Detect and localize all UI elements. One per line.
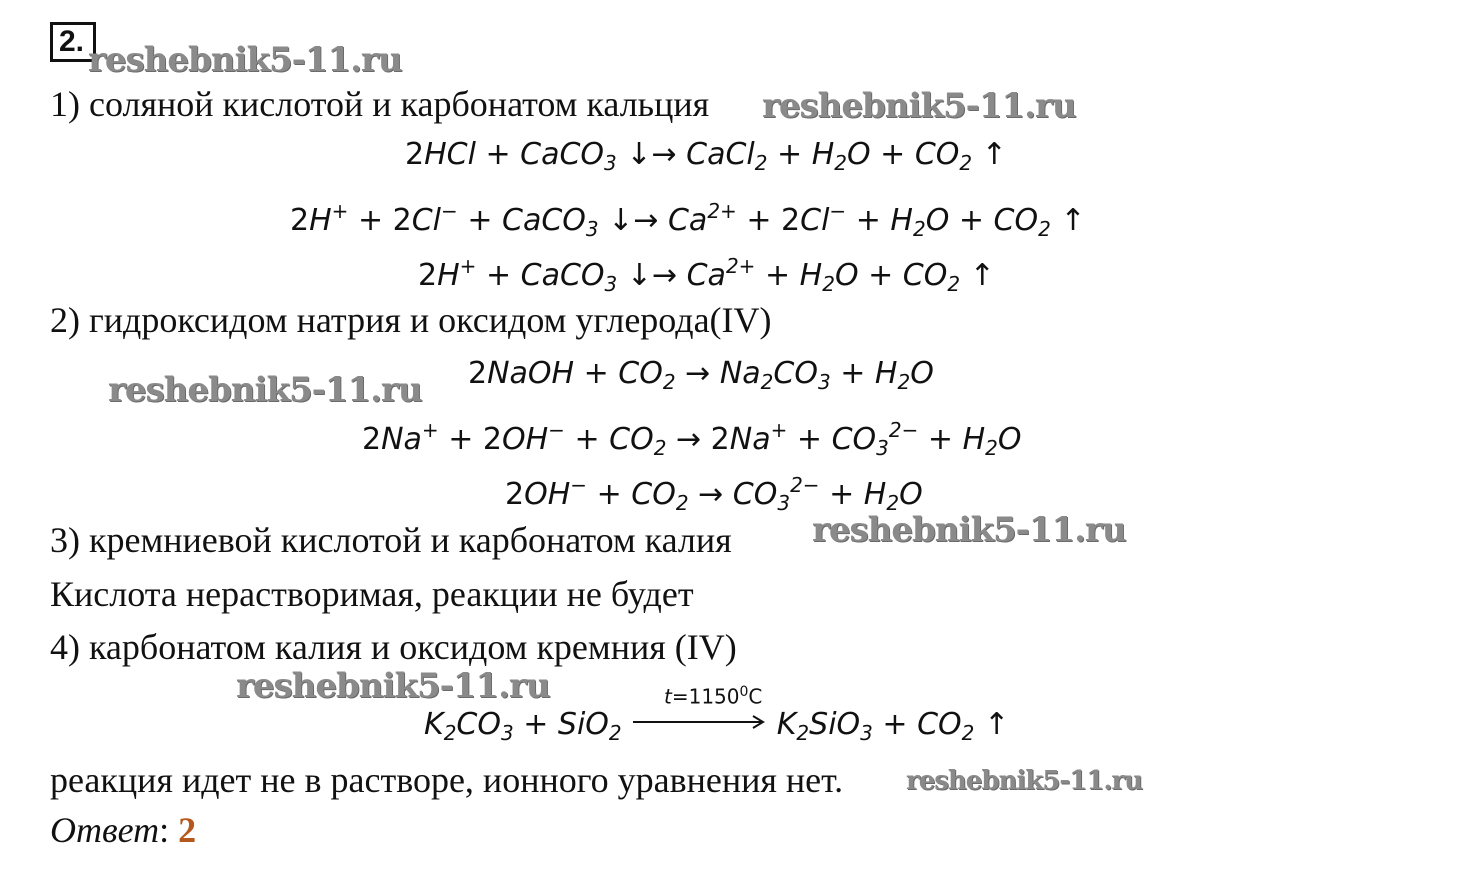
equation-2-short-ionic: $2OH^- + CO_2 \to CO_3^{2-} + H_2O$ (505, 473, 923, 515)
task-number: 2. (50, 22, 96, 62)
item-3-text: 3) кремниевой кислотой и карбонатом калия (50, 520, 732, 560)
item-2-text: 2) гидроксидом натрия и оксидом углерода(IV) (50, 300, 772, 340)
equation-4-molecular: $K_2CO_3 + SiO_2$ $K_2SiO_3 + CO_2$ ↑ (424, 707, 1010, 745)
watermark: reshebnik5-11.ru (906, 766, 1143, 796)
watermark: reshebnik5-11.ru (812, 510, 1126, 550)
equation-1-full-ionic: 2H+ + 2Cl− + CaCO$_3$ ↓→ $Ca^{2+} + 2Cl^- + H_2O + CO_2$ ↑ (290, 199, 1086, 241)
watermark: reshebnik5-11.ru (762, 86, 1076, 126)
reaction-condition: $t=1150^0C$ (664, 684, 763, 709)
item-3-note: Кислота нерастворимая, реакции не будет (50, 574, 694, 614)
equation-1-molecular: 2HCl + CaCO$_3$ ↓→ CaCl$_2$ + $H_2O + CO_2$ ↑ (405, 137, 1007, 175)
item-1-text: 1) соляной кислотой и карбонатом кальция (50, 84, 710, 124)
answer-value: 2 (178, 810, 197, 850)
item-4-note: реакция идет не в растворе, ионного уравнения нет. (50, 760, 844, 800)
watermark: reshebnik5-11.ru (236, 666, 550, 706)
item-4-text: 4) карбонатом калия и оксидом кремния (IV) (50, 627, 737, 667)
equation-2-molecular: 2NaOH + $CO_2 \to Na_2CO_3 + H_2O$ (468, 356, 934, 394)
answer-colon: : (159, 810, 179, 850)
watermark: reshebnik5-11.ru (108, 370, 422, 410)
watermark: reshebnik5-11.ru (88, 40, 402, 80)
answer-label: Ответ (50, 810, 160, 850)
answer (50, 810, 196, 850)
equation-2-full-ionic: $2Na^+ + 2OH^- + CO_2 \to 2Na^+ + CO_3^{2-} + H_2O$ (362, 418, 1022, 460)
equation-1-short-ionic: 2H+ + CaCO$_3$ ↓→ $Ca^{2+} + H_2O + CO_2$ ↑ (418, 254, 995, 296)
long-arrow-icon (631, 714, 767, 730)
